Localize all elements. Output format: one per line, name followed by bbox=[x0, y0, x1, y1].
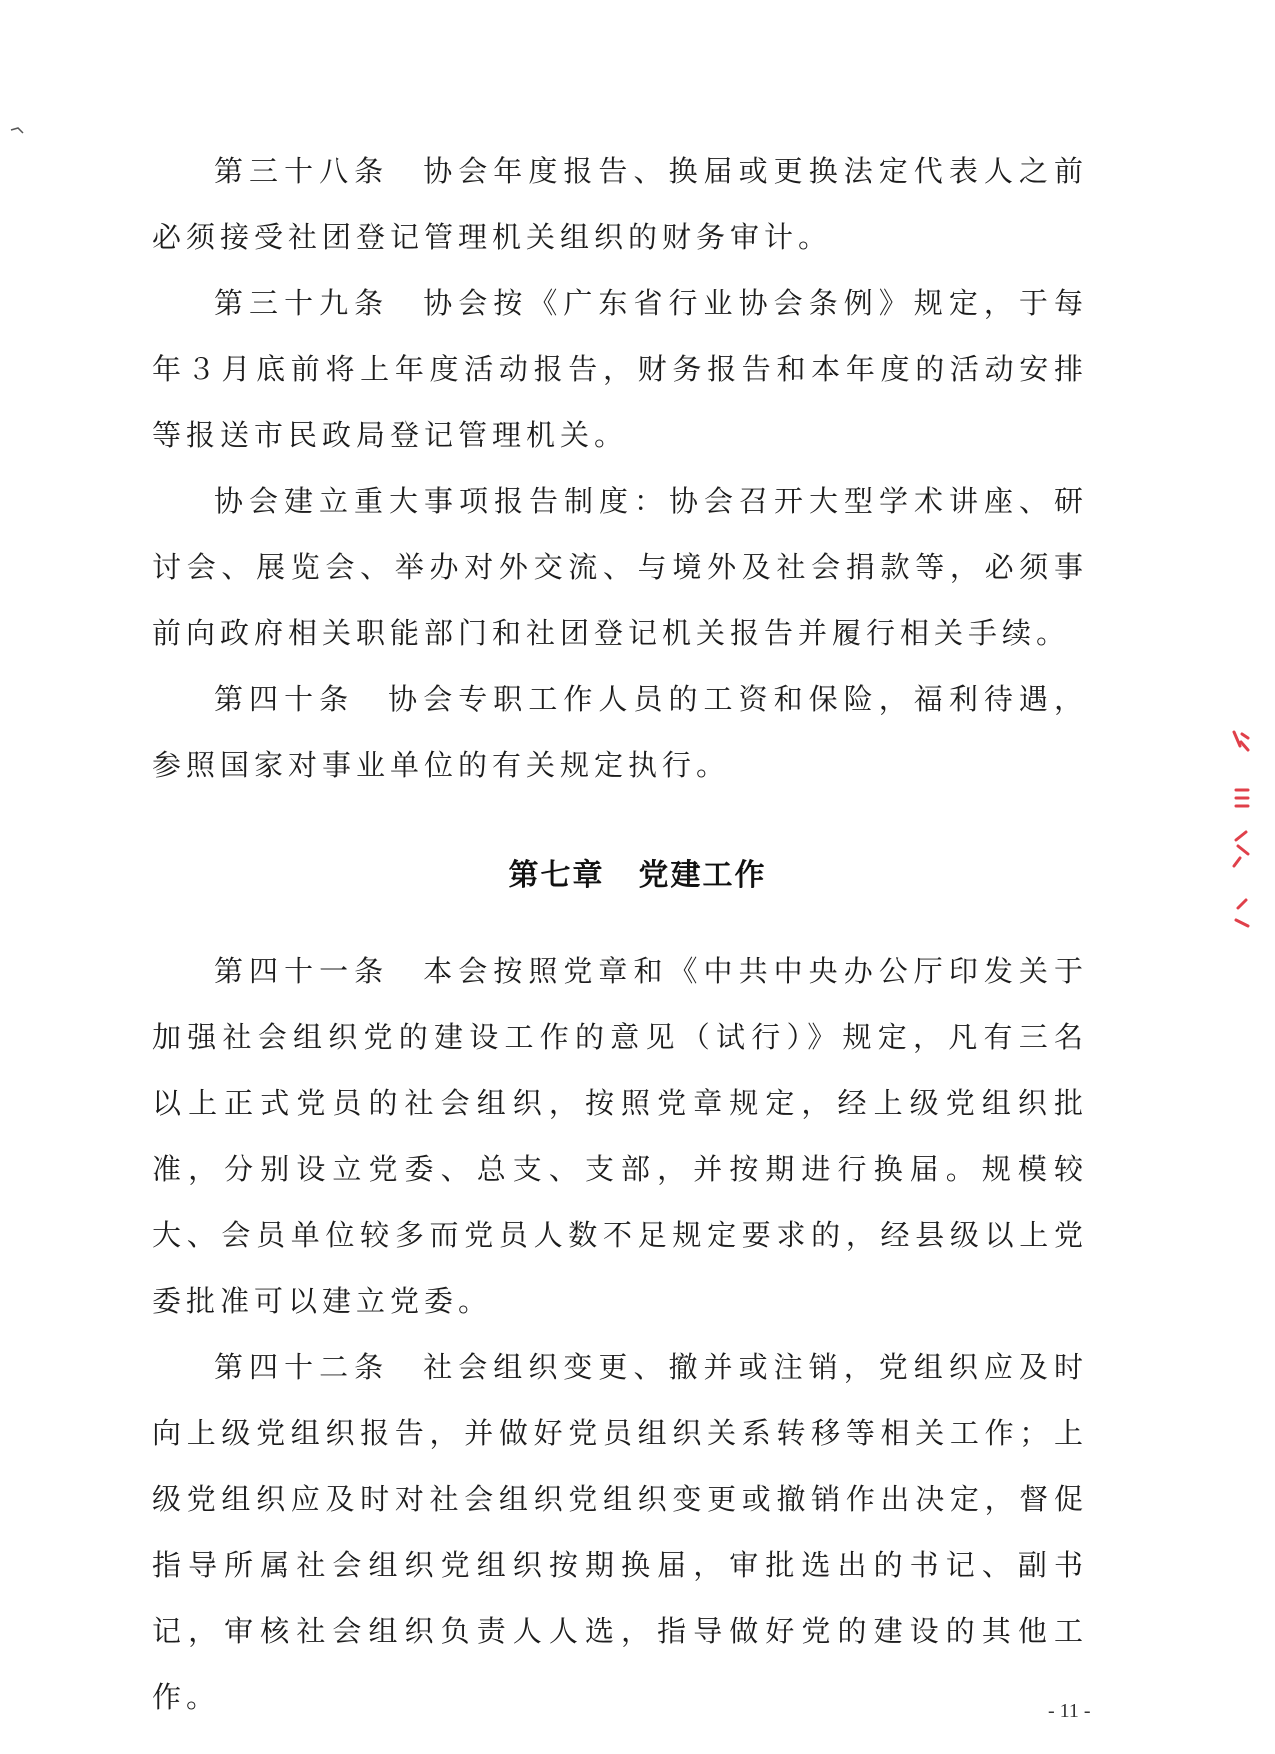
article-38 bbox=[152, 138, 1088, 270]
article-39-number: 第三十九条 bbox=[214, 286, 390, 320]
article-41-text: 本会按照党章和《中共中央办公厅印发关于加强社会组织党的建设工作的意见（试行）》规定，凡有三名以上正式党员的社会组织，按照党章规定，经上级党组织批准，分别设立党委、总支、支部，并按期进行换届。规模较大、会员单位较多而党员人数不足规定要求的，经县级以上党委批准可以建立党委。 bbox=[152, 954, 1088, 1318]
article-42-text: 社会组织变更、撤并或注销，党组织应及时向上级党组织报告，并做好党员组织关系转移等相关工作；上级党组织应及时对社会组织党组织变更或撤销作出决定，督促指导所属社会组织党组织按期换届，审批选出的书记、副书记，审核社会组织负责人人选，指导做好党的建设的其他工作。 bbox=[152, 1350, 1088, 1714]
article-38-number: 第三十八条 bbox=[214, 154, 390, 188]
article-38-text: 协会年度报告、换届或更换法定代表人之前必须接受社团登记管理机关组织的财务审计。 bbox=[152, 154, 1088, 254]
article-40 bbox=[152, 666, 1088, 798]
article-39-text: 协会按《广东省行业协会条例》规定，于每年３月底前将上年度活动报告，财务报告和本年度的活动安排等报送市民政局登记管理机关。 bbox=[152, 286, 1088, 452]
article-40-text: 协会专职工作人员的工资和保险，福利待遇，参照国家对事业单位的有关规定执行。 bbox=[152, 682, 1088, 782]
chapter-heading bbox=[0, 850, 1275, 894]
article-42 bbox=[152, 1334, 1088, 1730]
article-41-number: 第四十一条 bbox=[214, 954, 390, 988]
scan-speck bbox=[10, 120, 24, 130]
reporting-system-paragraph: 协会建立重大事项报告制度：协会召开大型学术讲座、研讨会、展览会、举办对外交流、与境外及社会捐款等，必须事前向政府相关职能部门和社团登记机关报告并履行相关手续。 bbox=[152, 484, 1088, 650]
page-number: - 11 - bbox=[1048, 1700, 1091, 1722]
article-41 bbox=[152, 938, 1088, 1334]
section-finance bbox=[152, 138, 1088, 798]
seal-stamp-edge-icon bbox=[1228, 728, 1254, 938]
chapter-title: 党建工作 bbox=[638, 858, 767, 893]
article-39 bbox=[152, 270, 1088, 468]
chapter-number: 第七章 bbox=[508, 858, 605, 893]
article-40-number: 第四十条 bbox=[214, 682, 355, 716]
section-party-building bbox=[152, 938, 1088, 1730]
article-42-number: 第四十二条 bbox=[214, 1350, 390, 1384]
